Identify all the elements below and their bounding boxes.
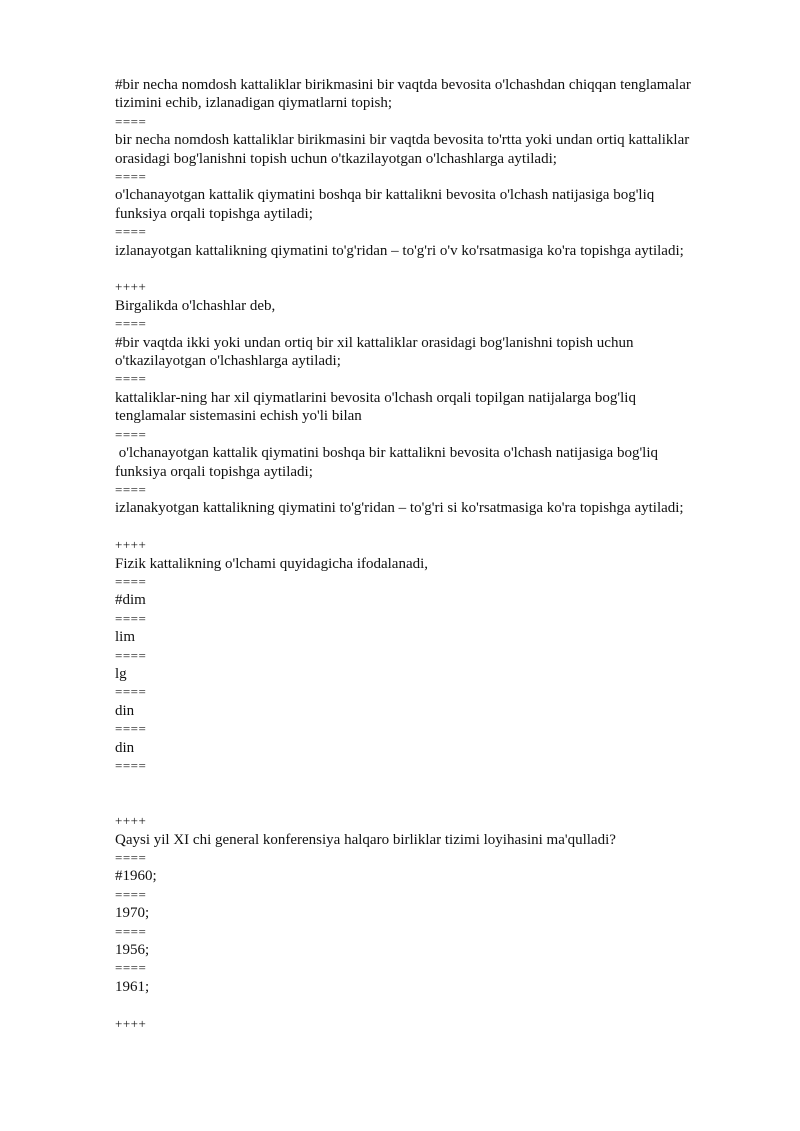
text-line: orasidagi bog'lanishni topish uchun o'tkazilayotgan o'lchashlarga aytiladi; [115, 150, 557, 167]
question-bank [115, 76, 745, 1033]
text-line: #bir necha nomdosh kattaliklar birikmasini bir vaqtda bevosita o'lchashdan chiqqan tenglamalar [115, 77, 691, 93]
text-line: lg [115, 665, 127, 682]
text-line: bir necha nomdosh kattaliklar birikmasini bir vaqtda bevosita to'rtta yoki undan ortiq kattaliklar [115, 132, 690, 149]
text-line: o'lchanayotgan kattalik qiymatini boshqa bir kattalikni bevosita o'lchash natijasiga bog'liq [115, 187, 655, 204]
text-line: kattaliklar-ning har xil qiymatlarini bevosita o'lchash orqali topilgan natijalarga bog'liq [115, 389, 636, 406]
blank-line [115, 260, 745, 278]
separator: ==== [115, 371, 147, 387]
separator: ++++ [115, 1015, 147, 1031]
text-line: tenglamalar sistemasini echish yo'li bilan [115, 408, 362, 425]
separator: ==== [115, 113, 147, 129]
text-line: lim [115, 629, 136, 646]
text-line: #dim [115, 592, 146, 609]
question-block [115, 297, 745, 555]
separator: ==== [115, 481, 147, 497]
blank-line [115, 996, 745, 1014]
separator: ==== [115, 923, 147, 939]
separator: ++++ [115, 813, 147, 829]
text-line: din [115, 739, 135, 756]
text-line: din [115, 702, 135, 719]
text-line: funksiya orqali topishga aytiladi; [115, 205, 313, 222]
text-line: o'lchanayotgan kattalik qiymatini boshqa bir kattalikni bevosita o'lchash natijasiga bog'liq [115, 445, 658, 462]
text-line: Qaysi yil XI chi general konferensiya halqaro birliklar tizimi loyihasini ma'qulladi? [115, 831, 616, 848]
separator: ++++ [115, 279, 147, 295]
text-line: o'tkazilayotgan o'lchashlarga aytiladi; [115, 353, 341, 370]
separator: ==== [115, 647, 147, 663]
text-line: tizimini echib, izlanadigan qiymatlarni topish; [115, 95, 393, 112]
text-line: 1961; [115, 978, 150, 995]
separator: ==== [115, 224, 147, 240]
question-block [115, 831, 745, 1033]
separator: ==== [115, 316, 147, 332]
text-line: izlanakyotgan kattalikning qiymatini to'g'ridan – to'g'ri si ko'rsatmasiga ko'ra topishga aytiladi; [115, 500, 684, 517]
separator: ==== [115, 684, 147, 700]
text-line: izlanayotgan kattalikning qiymatini to'g'ridan – to'g'ri o'v ko'rsatmasiga ko'ra topishga aytiladi; [115, 242, 684, 259]
separator: ==== [115, 886, 147, 902]
text-line: 1956; [115, 942, 150, 959]
text-line: 1970; [115, 905, 150, 922]
separator: ==== [115, 758, 147, 773]
blank-line [115, 794, 745, 812]
separator: ==== [115, 169, 147, 185]
text-line: #bir vaqtda ikki yoki undan ortiq bir xil kattaliklar orasidagi bog'lanishni topish uchun [115, 334, 634, 351]
separator: ==== [115, 426, 147, 442]
question-block [115, 76, 745, 297]
separator: ==== [115, 721, 147, 737]
blank-line [115, 775, 745, 793]
separator: ==== [115, 960, 147, 976]
separator: ==== [115, 850, 147, 865]
text-line: funksiya orqali topishga aytiladi; [115, 463, 313, 480]
text-line: Fizik kattalikning o'lchami quyidagicha ifodalanadi, [115, 555, 429, 572]
question-block [115, 555, 745, 831]
text-line: #1960; [115, 868, 157, 885]
separator: ==== [115, 573, 147, 589]
separator: ==== [115, 610, 147, 626]
separator: ++++ [115, 537, 147, 553]
text-line: Birgalikda o'lchashlar deb, [115, 297, 276, 314]
blank-line [115, 518, 745, 536]
